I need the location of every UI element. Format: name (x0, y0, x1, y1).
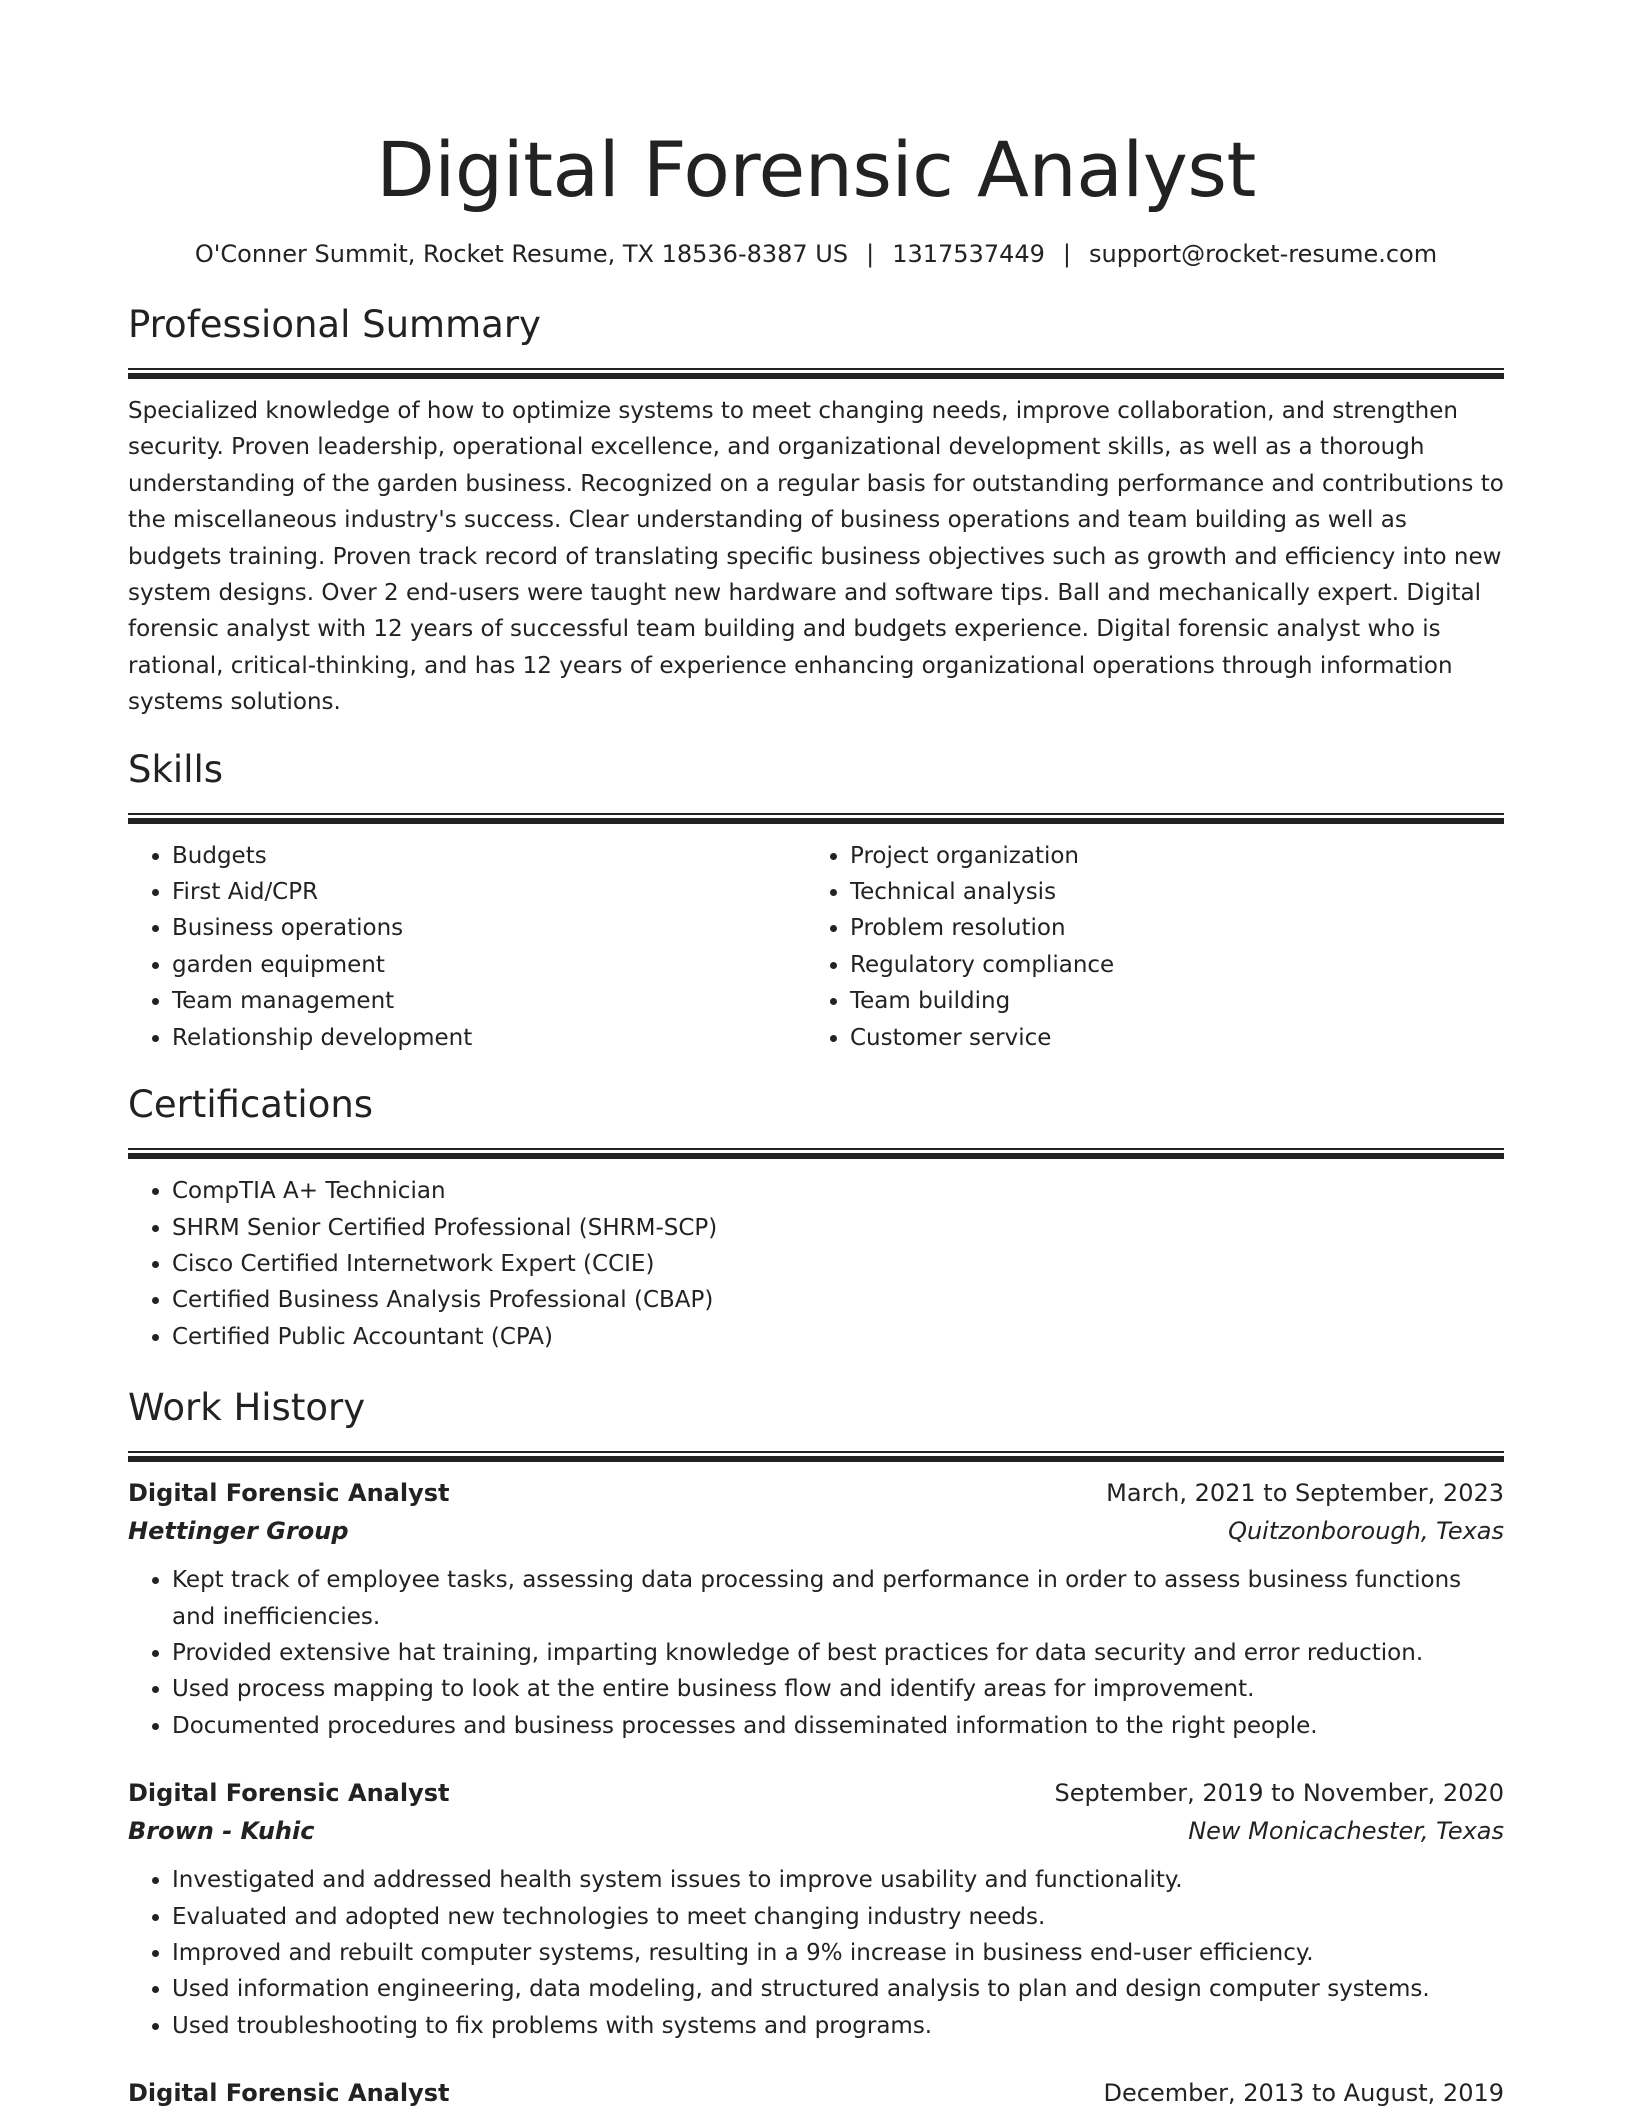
contact-separator: | (1062, 240, 1071, 268)
job-header-row (128, 1474, 1504, 1512)
certification-item: • Cisco Certified Internetwork Expert (CCIE) (172, 1246, 1504, 1282)
job-header-row (128, 2074, 1504, 2112)
job-bullet: • Provided extensive hat training, imparting knowledge of best practices for data security and error reduction. (172, 1635, 1504, 1671)
contact-address: O'Conner Summit, Rocket Resume, TX 18536-8387 US (194, 240, 849, 268)
job-company-row (128, 1812, 1504, 1850)
skill-item: • Team building (850, 983, 1484, 1019)
job-bullet: • Evaluated and adopted new technologies to meet changing industry needs. (172, 1899, 1504, 1935)
skill-item: • garden equipment (172, 947, 806, 983)
skill-item: • Business operations (172, 910, 806, 946)
resume-title: Digital Forensic Analyst (376, 125, 1256, 214)
job-bullet: • Kept track of employee tasks, assessing data processing and performance in order to assess business functions and inefficiencies. (172, 1562, 1504, 1635)
contact-email: support@rocket-resume.com (1089, 240, 1438, 268)
certification-item: • SHRM Senior Certified Professional (SHRM-SCP) (172, 1210, 1504, 1246)
job-title: Digital Forensic Analyst (128, 1779, 450, 1808)
section-divider (128, 368, 1504, 379)
summary-text: Specialized knowledge of how to optimize systems to meet changing needs, improve collaboration, and strengthen security. Proven leadership, operational excellence, and organizational development skills, as well as a thorough understanding of the garden business. Recognized on a regular basis for outstanding performance and contributions to the miscellaneous industry's success. Clear understanding of business operations and team building as well as budgets training. Proven track record of translating specific business objectives such as growth and efficiency into new system designs. Over 2 end-users were taught new hardware and software tips. Ball and mechanically expert. Digital forensic analyst with 12 years of successful team building and budgets experience. Digital forensic analyst who is rational, critical-thinking, and has 12 years of experience enhancing organizational operations through information systems solutions. (128, 398, 1504, 716)
job-bullet: • Documented procedures and business processes and disseminated information to the right people. (172, 1708, 1504, 1744)
job-company-row (128, 1512, 1504, 1550)
skills-grid (128, 838, 1504, 1056)
skills-heading: Skills (128, 747, 224, 791)
summary-heading: Professional Summary (128, 303, 541, 346)
job-dates: September, 2019 to November, 2020 (1054, 1779, 1504, 1808)
certifications-heading: Certifications (128, 1083, 374, 1127)
job-company: Brown - Kuhic (128, 1817, 315, 1846)
job-company: Hettinger Group (128, 1517, 349, 1546)
job-bullet: • Used troubleshooting to fix problems with systems and programs. (172, 2008, 1504, 2044)
work-history-section (128, 1385, 1504, 2112)
job-location: New Monicachester, Texas (1188, 1817, 1504, 1846)
job-title: Digital Forensic Analyst (128, 2079, 450, 2108)
certification-item: • Certified Public Accountant (CPA) (172, 1319, 1504, 1355)
job-entry (128, 1774, 1504, 2044)
work-history-heading: Work History (128, 1386, 366, 1430)
section-divider (128, 1451, 1504, 1462)
skill-item: • First Aid/CPR (172, 874, 806, 910)
job-title: Digital Forensic Analyst (128, 1479, 450, 1508)
certification-item: • CompTIA A+ Technician (172, 1173, 1504, 1209)
certifications-section (128, 1082, 1504, 1355)
skill-item: • Customer service (850, 1020, 1484, 1056)
section-divider (128, 1148, 1504, 1159)
skill-item: • Regulatory compliance (850, 947, 1484, 983)
contact-separator: | (866, 240, 875, 268)
job-location: Quitzonborough, Texas (1228, 1517, 1504, 1546)
skills-column-left (128, 838, 806, 1056)
job-entry (128, 1474, 1504, 1744)
skill-item: • Budgets (172, 838, 806, 874)
job-bullet: • Improved and rebuilt computer systems, resulting in a 9% increase in business end-user efficiency. (172, 1935, 1504, 1971)
job-bullet: • Used information engineering, data modeling, and structured analysis to plan and design computer systems. (172, 1971, 1504, 2007)
job-bullet: • Used process mapping to look at the entire business flow and identify areas for improvement. (172, 1671, 1504, 1707)
skills-column-right (806, 838, 1484, 1056)
skill-item: • Technical analysis (850, 874, 1484, 910)
job-entry (128, 2074, 1504, 2112)
skills-section (128, 747, 1504, 1056)
skill-item: • Relationship development (172, 1020, 806, 1056)
job-header-row (128, 1774, 1504, 1812)
job-bullet: • Investigated and addressed health system issues to improve usability and functionality. (172, 1862, 1504, 1898)
skill-item: • Problem resolution (850, 910, 1484, 946)
contact-line (128, 238, 1504, 270)
section-divider (128, 813, 1504, 824)
skill-item: • Team management (172, 983, 806, 1019)
skill-item: • Project organization (850, 838, 1484, 874)
contact-phone: 1317537449 (892, 240, 1045, 268)
job-dates: December, 2013 to August, 2019 (1103, 2079, 1504, 2108)
summary-section (128, 302, 1504, 721)
job-dates: March, 2021 to September, 2023 (1106, 1479, 1504, 1508)
certification-item: • Certified Business Analysis Professional (CBAP) (172, 1282, 1504, 1318)
